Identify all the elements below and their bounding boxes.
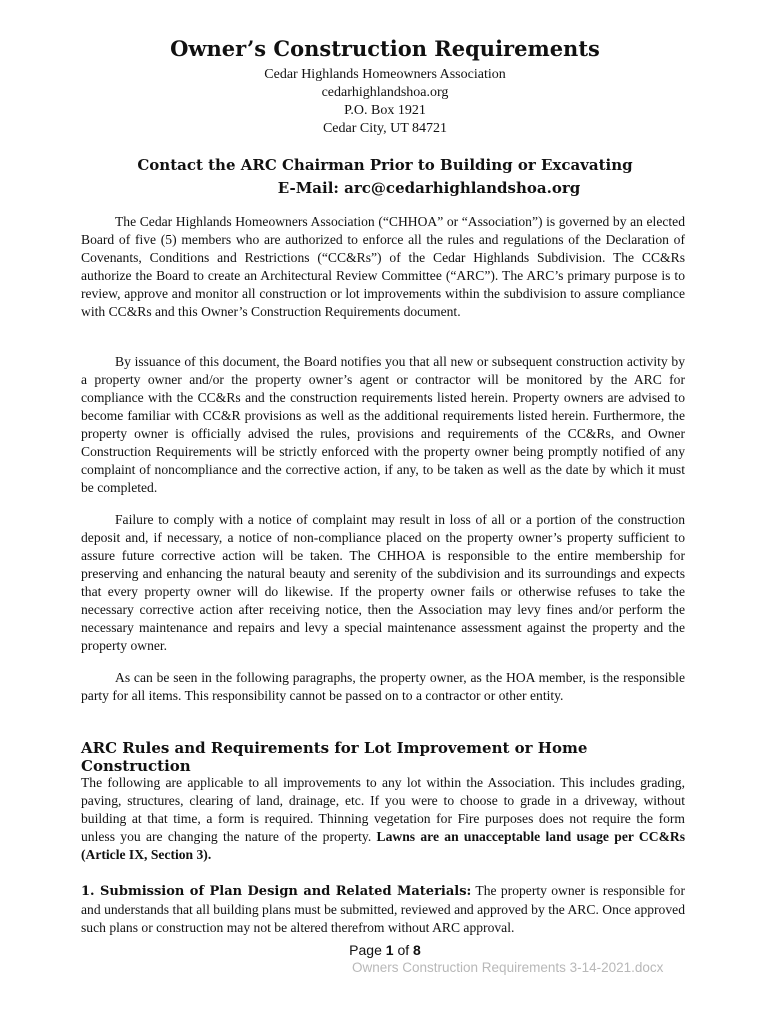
page-title: Owner’s Construction Requirements [170, 36, 600, 61]
item-1-heading: 1. Submission of Plan Design and Related Materials: [81, 884, 472, 899]
page-number [0, 942, 770, 958]
footer-filename: Owners Construction Requirements 3-14-2021.docx [352, 960, 664, 975]
paragraph-notification: By issuance of this document, the Board notifies you that all new or subsequent construction activity by a property owner and/or the property owner’s agent or contractor will be monitored by the ARC for compliance with the CC&Rs and the construction requirements listed herein. Property owners are advised to become familiar with CC&R provisions as well as the additional requirements listed herein. Furthermore, the property owner is officially advised the rules, provisions and requirements of the CC&Rs, and Owner Construction Requirements will be strictly enforced with the property owner being promptly notified of any complaint of noncompliance and the corrective action, if any, to be taken as well as the date by which it must be completed. [81, 354, 685, 495]
page-of: of [393, 942, 414, 958]
contact-instruction: Contact the ARC Chairman Prior to Building or Excavating [137, 156, 633, 174]
org-city: Cedar City, UT 84721 [322, 121, 448, 136]
item-1 [81, 882, 685, 937]
org-name: Cedar Highlands Homeowners Association [264, 67, 506, 82]
total-pages: 8 [413, 942, 421, 958]
paragraph-noncompliance: Failure to comply with a notice of complaint may result in loss of all or a portion of the construction deposit and, if necessary, a notice of non-compliance placed on the property owner’s property sufficient to assure future corrective action will be taken. The CHHOA is responsible to the entire membership for preserving and enhancing the natural beauty and serenity of the subdivision and its surroundings and expects that every property owner will do likewise. If the property owner fails or otherwise refuses to take the necessary corrective action after receiving notice, then the Association may levy fines and/or perform the necessary maintenance and repairs and levy a special maintenance assessment against the property and the property owner. [81, 512, 685, 653]
contact-email: E-Mail: arc@cedarhighlandshoa.org [277, 179, 581, 197]
item-1-text: The property owner is responsible for and understands that all building plans must be submitted, reviewed and approved by the ARC. Once approved such plans or construction may not be altered therefrom without ARC approval. [81, 883, 685, 935]
paragraph-responsibility: As can be seen in the following paragraphs, the property owner, as the HOA member, is the responsible party for all items. This responsibility cannot be passed on to a contractor or other entity. [81, 670, 685, 703]
org-po-box: P.O. Box 1921 [344, 103, 426, 118]
page-prefix: Page [349, 942, 386, 958]
current-page: 1 [385, 942, 394, 958]
section-intro [81, 774, 685, 864]
section-heading: ARC Rules and Requirements for Lot Improvement or Home Construction [81, 739, 588, 775]
section-intro-bold: Lawns are an unacceptable land usage per CC&Rs (Article IX, Section 3). [81, 829, 685, 862]
section-intro-text: The following are applicable to all improvements to any lot within the Association. This includes grading, paving, structures, clearing of land, drainage, etc. If you were to choose to grade in a driveway, without building at that time, a form is required. Thinning vegetation for Fire purposes does not require the form unless you are changing the nature of the property. [81, 775, 685, 844]
org-website: cedarhighlandshoa.org [321, 85, 449, 100]
paragraph-governance: The Cedar Highlands Homeowners Association (“CHHOA” or “Association”) is governed by an elected Board of five (5) members who are authorized to enforce all the rules and regulations of the Declaration of Covenants, Conditions and Restrictions (“CC&Rs”) of the Cedar Highlands Subdivision. The CC&Rs authorize the Board to create an Architectural Review Committee (“ARC”). The ARC’s primary purpose is to review, approve and monitor all construction or lot improvements within the subdivision to assure compliance with CC&Rs and this Owner’s Construction Requirements document. [81, 214, 685, 319]
